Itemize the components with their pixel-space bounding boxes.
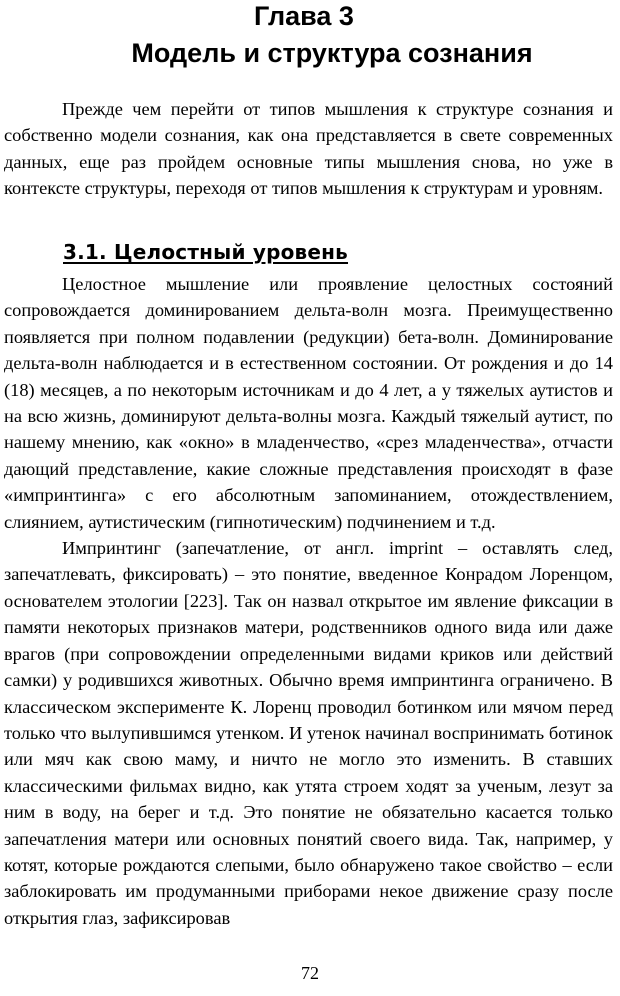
- paragraph-imprinting: Импринтинг (запечатление, от англ. imprint – оставлять след, запечатлевать, фиксировать) – это понятие, введенное Конрадом Лоренцом, основателем этологии [223]. Так он назвал открытое им явление фиксации в памяти некоторых признаков матери, родственников одного вида или даже врагов (при сопровождении определенными видами криков или действий самки) у родившихся животных. Обычно время импринтинга ограничено. В классическом эксперименте К. Лоренц проводил ботинком или мячом перед только что вылупившимся утенком. И утенок начинал воспринимать ботинок или мяч как свою маму, и ничто не могло это изменить. В ставших классическими фильмах видно, как утята строем ходят за ученым, лезут за ним в воду, на берег и т.д. Это понятие не обязательно касается только запечатления матери или основных понятий своего вида. Так, например, у котят, которые рождаются слепыми, было обнаружено такое свойство – если заблокировать им продуманными приборами некое движение сразу после открытия глаз, зафиксировав: [4, 538, 613, 928]
- intro-paragraph: Прежде чем перейти от типов мышления к структуре сознания и собственно модели сознания, как она представляется в свете современных данных, еще раз пройдем основные типы мышления снова, но уже в контексте структуры, переходя от типов мышления к структурам и уровням.: [4, 99, 613, 199]
- paragraph-holistic-thinking: Целостное мышление или проявление целостных состояний сопровождается доминированием дельта-волн мозга. Преимущественно появляется при полном подавлении (редукции) бета-волн. Доминирование дельта-волн наблюдается и в естественном состоянии. От рождения и до 14 (18) месяцев, а по некоторым источникам и до 4 лет, а у тяжелых аутистов и на всю жизнь, доминируют дельта-волны мозга. Каждый тяжелый аутист, по нашему мнению, как «окно» в младенчество, «срез младенчества», отчасти дающий представление, какие сложные представления происходят в фазе «импринтинга» с его абсолютным запоминанием, отождествлением, слиянием, аутистическим (гипнотическим) подчинением и т.д.: [4, 274, 613, 532]
- section-text: [4, 271, 613, 931]
- page-number: 72: [301, 963, 319, 983]
- section-heading: 3.1. Целостный уровень: [63, 240, 349, 264]
- intro-text: [4, 96, 613, 202]
- chapter-title: Модель и структура сознания: [131, 38, 533, 68]
- chapter-number: Глава 3: [254, 1, 354, 31]
